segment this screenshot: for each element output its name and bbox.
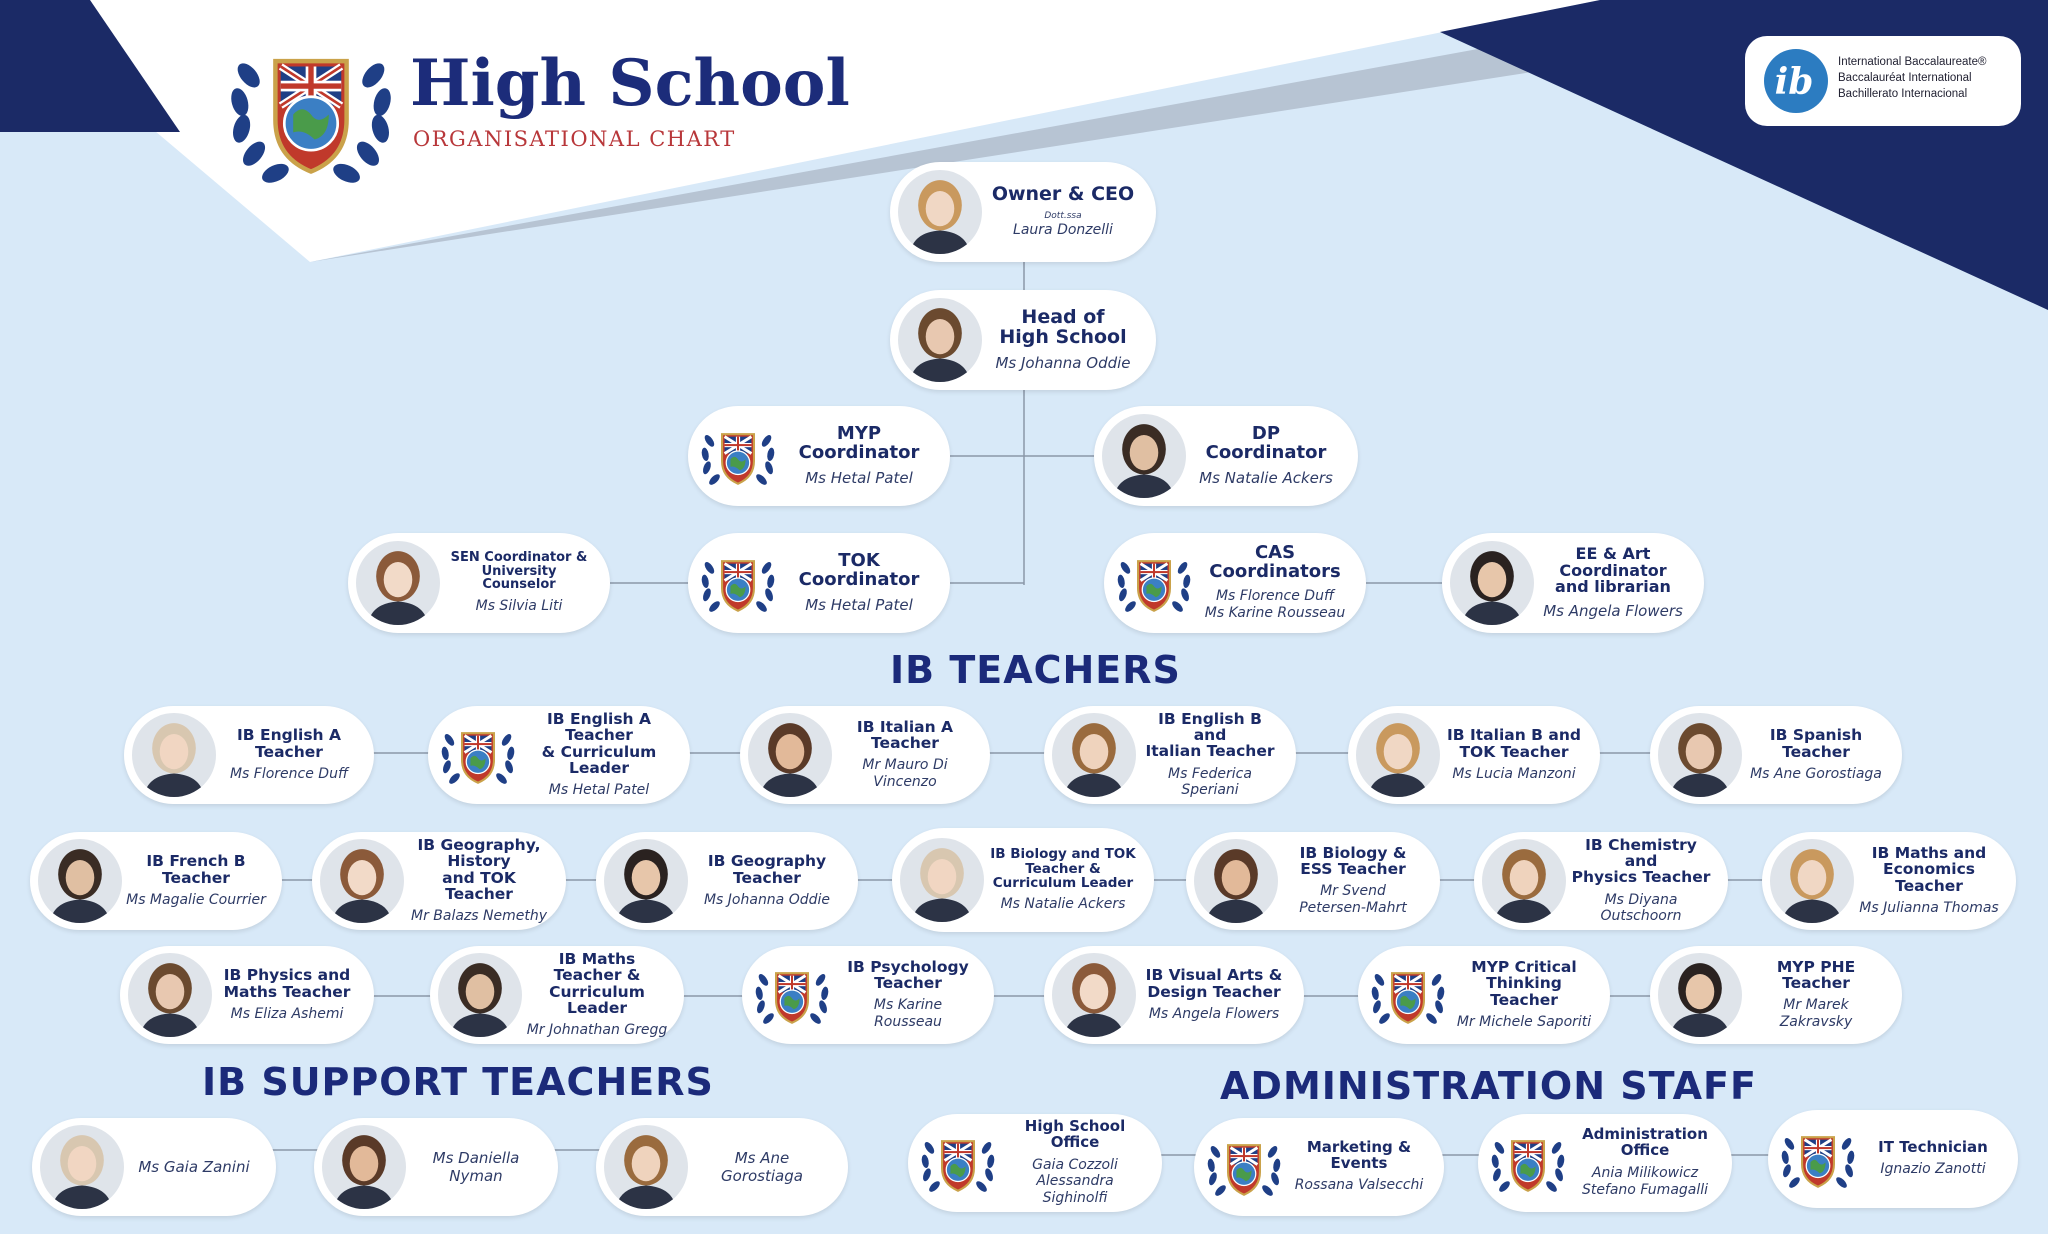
school-crest-icon [1776,1117,1860,1201]
org-card-support-3 [596,1118,848,1216]
avatar [604,839,688,923]
school-crest-icon [696,541,780,625]
org-card-teacher-5 [1348,706,1600,804]
person-photo [1658,713,1742,797]
avatar-crest [696,541,780,625]
person-name: Ms Julianna Thomas [1859,900,1999,916]
person-photo [900,838,984,922]
role-title: High School Office [1024,1117,1126,1151]
role-title: Head of High School [999,306,1127,348]
ib-logo [1745,36,2021,126]
person-name: Ms Florence Duff [229,765,349,782]
avatar [132,713,216,797]
card-text [1574,1114,1716,1212]
person-name: Mr Balazs Nemethy [410,908,547,925]
org-card-tok [688,533,950,633]
avatar-crest [1776,1117,1860,1201]
card-text [216,946,358,1044]
person-photo [898,298,982,382]
avatar-crest [436,713,520,797]
org-card-ceo [890,162,1156,262]
avatar-crest [1202,1125,1286,1209]
role-title: IB Biology and TOK Teacher & Curriculum Leader [990,846,1136,891]
person-photo [604,839,688,923]
ib-logo-mark: ib [1774,61,1814,103]
org-card-teacher-3 [740,706,990,804]
card-text [524,706,674,804]
person-name: Ms Angela Flowers [1148,1005,1280,1022]
card-text [526,946,668,1044]
card-text [408,832,550,930]
org-card-teacher-2 [428,706,690,804]
school-crest-icon [1202,1125,1286,1209]
role-title: IB Physics and Maths Teacher [223,966,351,1001]
person-photo [40,1125,124,1209]
role-title: IB Geography Teacher [707,852,827,887]
name-prefix: Dott.ssa [1044,211,1082,222]
person-name: Ms Magalie Courrier [126,891,266,908]
role-title: IB English A Teacher & Curriculum Leader [541,710,657,777]
section-heading-admin: ADMINISTRATION STAFF [1220,1064,1757,1108]
avatar [1052,953,1136,1037]
role-title: Marketing & Events [1306,1137,1412,1172]
school-crest-icon [1366,953,1450,1037]
school-crest-icon [1486,1121,1570,1205]
avatar [1450,541,1534,625]
school-crest-logo [222,22,400,200]
role-title: EE & Art Coordinator and librarian [1555,543,1671,597]
school-crest-icon [436,713,520,797]
person-name: Mr Mauro Di Vincenzo [862,757,948,791]
org-card-teacher-15 [430,946,684,1044]
person-name: Ignazio Zanotti [1880,1161,1986,1178]
role-title: SEN Coordinator & University Counselor [450,550,588,593]
card-text [986,290,1140,390]
role-title: MYP Critical Thinking Teacher [1471,958,1577,1009]
person-photo [128,953,212,1037]
org-card-teacher-16 [742,946,994,1044]
card-text [692,832,842,930]
person-name: Rossana Valsecchi [1294,1177,1424,1194]
avatar-crest [696,414,780,498]
avatar [604,1125,688,1209]
role-title: IB Maths and Economics Teacher [1871,844,1987,895]
org-card-teacher-18 [1358,946,1610,1044]
org-card-dp [1094,406,1358,506]
person-name: Ms Johanna Oddie [703,891,831,908]
school-crest-icon [916,1121,1000,1205]
person-name: Ms Natalie Ackers [1000,895,1126,912]
person-photo [1658,953,1742,1037]
person-photo [1052,953,1136,1037]
person-name: Gaia Cozzoli Alessandra Sighinolfi [1032,1156,1118,1207]
card-text [784,406,934,506]
card-text [1858,832,2000,930]
section-heading-support: IB SUPPORT TEACHERS [202,1060,714,1104]
avatar [438,953,522,1037]
avatar [900,838,984,922]
person-name: Ms Eliza Ashemi [230,1005,344,1022]
card-text [1200,533,1350,633]
role-title: IB Maths Teacher & Curriculum Leader [549,950,645,1017]
person-photo [1770,839,1854,923]
person-name: Ms Hetal Patel [805,468,913,487]
role-title: MYP Coordinator [798,423,920,463]
person-name: Ms Hetal Patel [548,782,650,799]
card-text [692,1118,832,1216]
role-title: IT Technician [1878,1137,1988,1156]
org-card-teacher-1 [124,706,374,804]
card-text [128,1118,260,1216]
org-card-teacher-9 [596,832,858,930]
avatar [748,713,832,797]
org-card-teacher-7 [30,832,282,930]
avatar [898,170,982,254]
person-name: Ania Milikowicz Stefano Fumagalli [1581,1164,1709,1198]
card-text [220,706,358,804]
person-photo [356,541,440,625]
card-text [1864,1110,2002,1208]
card-text [1282,832,1424,930]
person-name: Ms Angela Flowers [1543,602,1683,621]
person-name: Mr Svend Petersen-Mahrt [1299,883,1407,917]
avatar-crest [1366,953,1450,1037]
org-card-sen [348,533,610,633]
role-title: IB Spanish Teacher [1769,726,1863,761]
avatar-crest [916,1121,1000,1205]
card-text [444,533,594,633]
person-photo [320,839,404,923]
avatar [1770,839,1854,923]
role-title: IB Biology & ESS Teacher [1299,843,1407,879]
role-title: Administration Office [1582,1125,1708,1160]
role-title: DP Coordinator [1205,423,1327,463]
avatar [322,1125,406,1209]
avatar [320,839,404,923]
page-subtitle: ORGANISATIONAL CHART [413,127,736,151]
role-title: IB Chemistry and Physics Teacher [1571,835,1711,887]
role-title: IB Italian A Teacher [856,717,954,753]
avatar [1356,713,1440,797]
avatar [128,953,212,1037]
person-photo [38,839,122,923]
person-name: Mr Marek Zakravsky [1779,997,1853,1031]
role-title: CAS Coordinators [1209,542,1341,583]
person-name: Mr Michele Saporiti [1456,1014,1592,1030]
card-text [1746,946,1886,1044]
org-card-teacher-19 [1650,946,1902,1044]
role-title: IB Visual Arts & Design Teacher [1145,966,1283,1001]
org-card-teacher-11 [1186,832,1440,930]
person-photo [1052,713,1136,797]
org-card-teacher-6 [1650,706,1902,804]
org-card-teacher-8 [312,832,566,930]
avatar [1102,414,1186,498]
person-name: Ms Ane Gorostiaga [1750,765,1882,782]
school-crest-icon [222,22,400,200]
person-photo [1450,541,1534,625]
avatar [1658,953,1742,1037]
school-crest-icon [696,414,780,498]
card-text [986,162,1140,262]
org-card-admin-3 [1478,1114,1732,1212]
person-photo [1356,713,1440,797]
avatar [356,541,440,625]
school-crest-icon [1112,541,1196,625]
avatar-crest [1112,541,1196,625]
avatar-crest [750,953,834,1037]
card-text [1746,706,1886,804]
org-card-teacher-13 [1762,832,2016,930]
card-text [784,533,934,633]
org-card-myp [688,406,950,506]
role-title: IB English B and Italian Teacher [1145,709,1275,761]
person-photo [1102,414,1186,498]
org-card-teacher-10 [892,828,1154,932]
org-card-ee [1442,533,1704,633]
card-text [126,832,266,930]
avatar-crest [1486,1121,1570,1205]
card-text [988,828,1138,932]
person-name: Ms Natalie Ackers [1199,468,1333,487]
org-card-teacher-14 [120,946,374,1044]
person-name: Ms Johanna Oddie [995,353,1131,372]
avatar [898,298,982,382]
card-text [410,1118,542,1216]
person-name: Ms Ane Gorostiaga [721,1149,803,1185]
person-name: Ms Daniella Nyman [432,1149,520,1185]
card-text [1444,706,1584,804]
card-text [1290,1118,1428,1216]
ib-logo-text: International Baccalaureate® Baccalauréat International Bachillerato Internacional [1838,56,1987,100]
person-name: Ms Lucia Manzoni [1452,765,1576,782]
card-text [838,946,978,1044]
page-title: High School [410,46,850,121]
person-photo [1194,839,1278,923]
role-title: Owner & CEO [991,183,1135,206]
person-photo [438,953,522,1037]
role-title: IB Geography, History and TOK Teacher [417,836,541,903]
card-text [1538,533,1688,633]
role-title: IB French B Teacher [146,852,246,887]
card-text [836,706,974,804]
person-name: Ms Florence Duff Ms Karine Rousseau [1204,588,1346,621]
role-title: IB Psychology Teacher [847,957,969,993]
person-name: Mr Johnathan Gregg [526,1022,668,1039]
role-title: IB English A Teacher [237,726,341,761]
person-name: Ms Gaia Zanini [138,1158,250,1176]
card-text [1004,1114,1146,1212]
card-text [1454,946,1594,1044]
org-card-support-1 [32,1118,276,1216]
person-name: Ms Karine Rousseau [873,997,943,1031]
avatar [1194,839,1278,923]
person-name: Ms Federica Speriani [1168,765,1252,799]
school-crest-icon [750,953,834,1037]
ib-logo-icon [1761,46,1831,116]
person-name: Ms Silvia Liti [475,598,563,615]
org-card-support-2 [314,1118,558,1216]
person-photo [1482,839,1566,923]
section-heading-teachers: IB TEACHERS [890,648,1181,692]
person-photo [322,1125,406,1209]
person-name: Ms Hetal Patel [805,595,913,614]
person-name: Laura Donzelli [1013,222,1113,239]
org-card-head [890,290,1156,390]
card-text [1140,706,1280,804]
card-text [1140,946,1288,1044]
org-card-teacher-4 [1044,706,1296,804]
person-photo [132,713,216,797]
org-card-admin-4 [1768,1110,2018,1208]
avatar [38,839,122,923]
person-photo [748,713,832,797]
person-name: Ms Diyana Outschoorn [1600,891,1682,925]
avatar [1052,713,1136,797]
org-card-cas [1104,533,1366,633]
person-photo [898,170,982,254]
card-text [1190,406,1342,506]
role-title: TOK Coordinator [798,550,920,590]
org-card-teacher-17 [1044,946,1304,1044]
org-card-admin-1 [908,1114,1162,1212]
role-title: IB Italian B and TOK Teacher [1447,726,1581,761]
org-card-teacher-12 [1474,832,1728,930]
avatar [40,1125,124,1209]
avatar [1658,713,1742,797]
person-photo [604,1125,688,1209]
card-text [1570,832,1712,930]
org-card-admin-2 [1194,1118,1444,1216]
avatar [1482,839,1566,923]
role-title: MYP PHE Teacher [1776,957,1856,993]
